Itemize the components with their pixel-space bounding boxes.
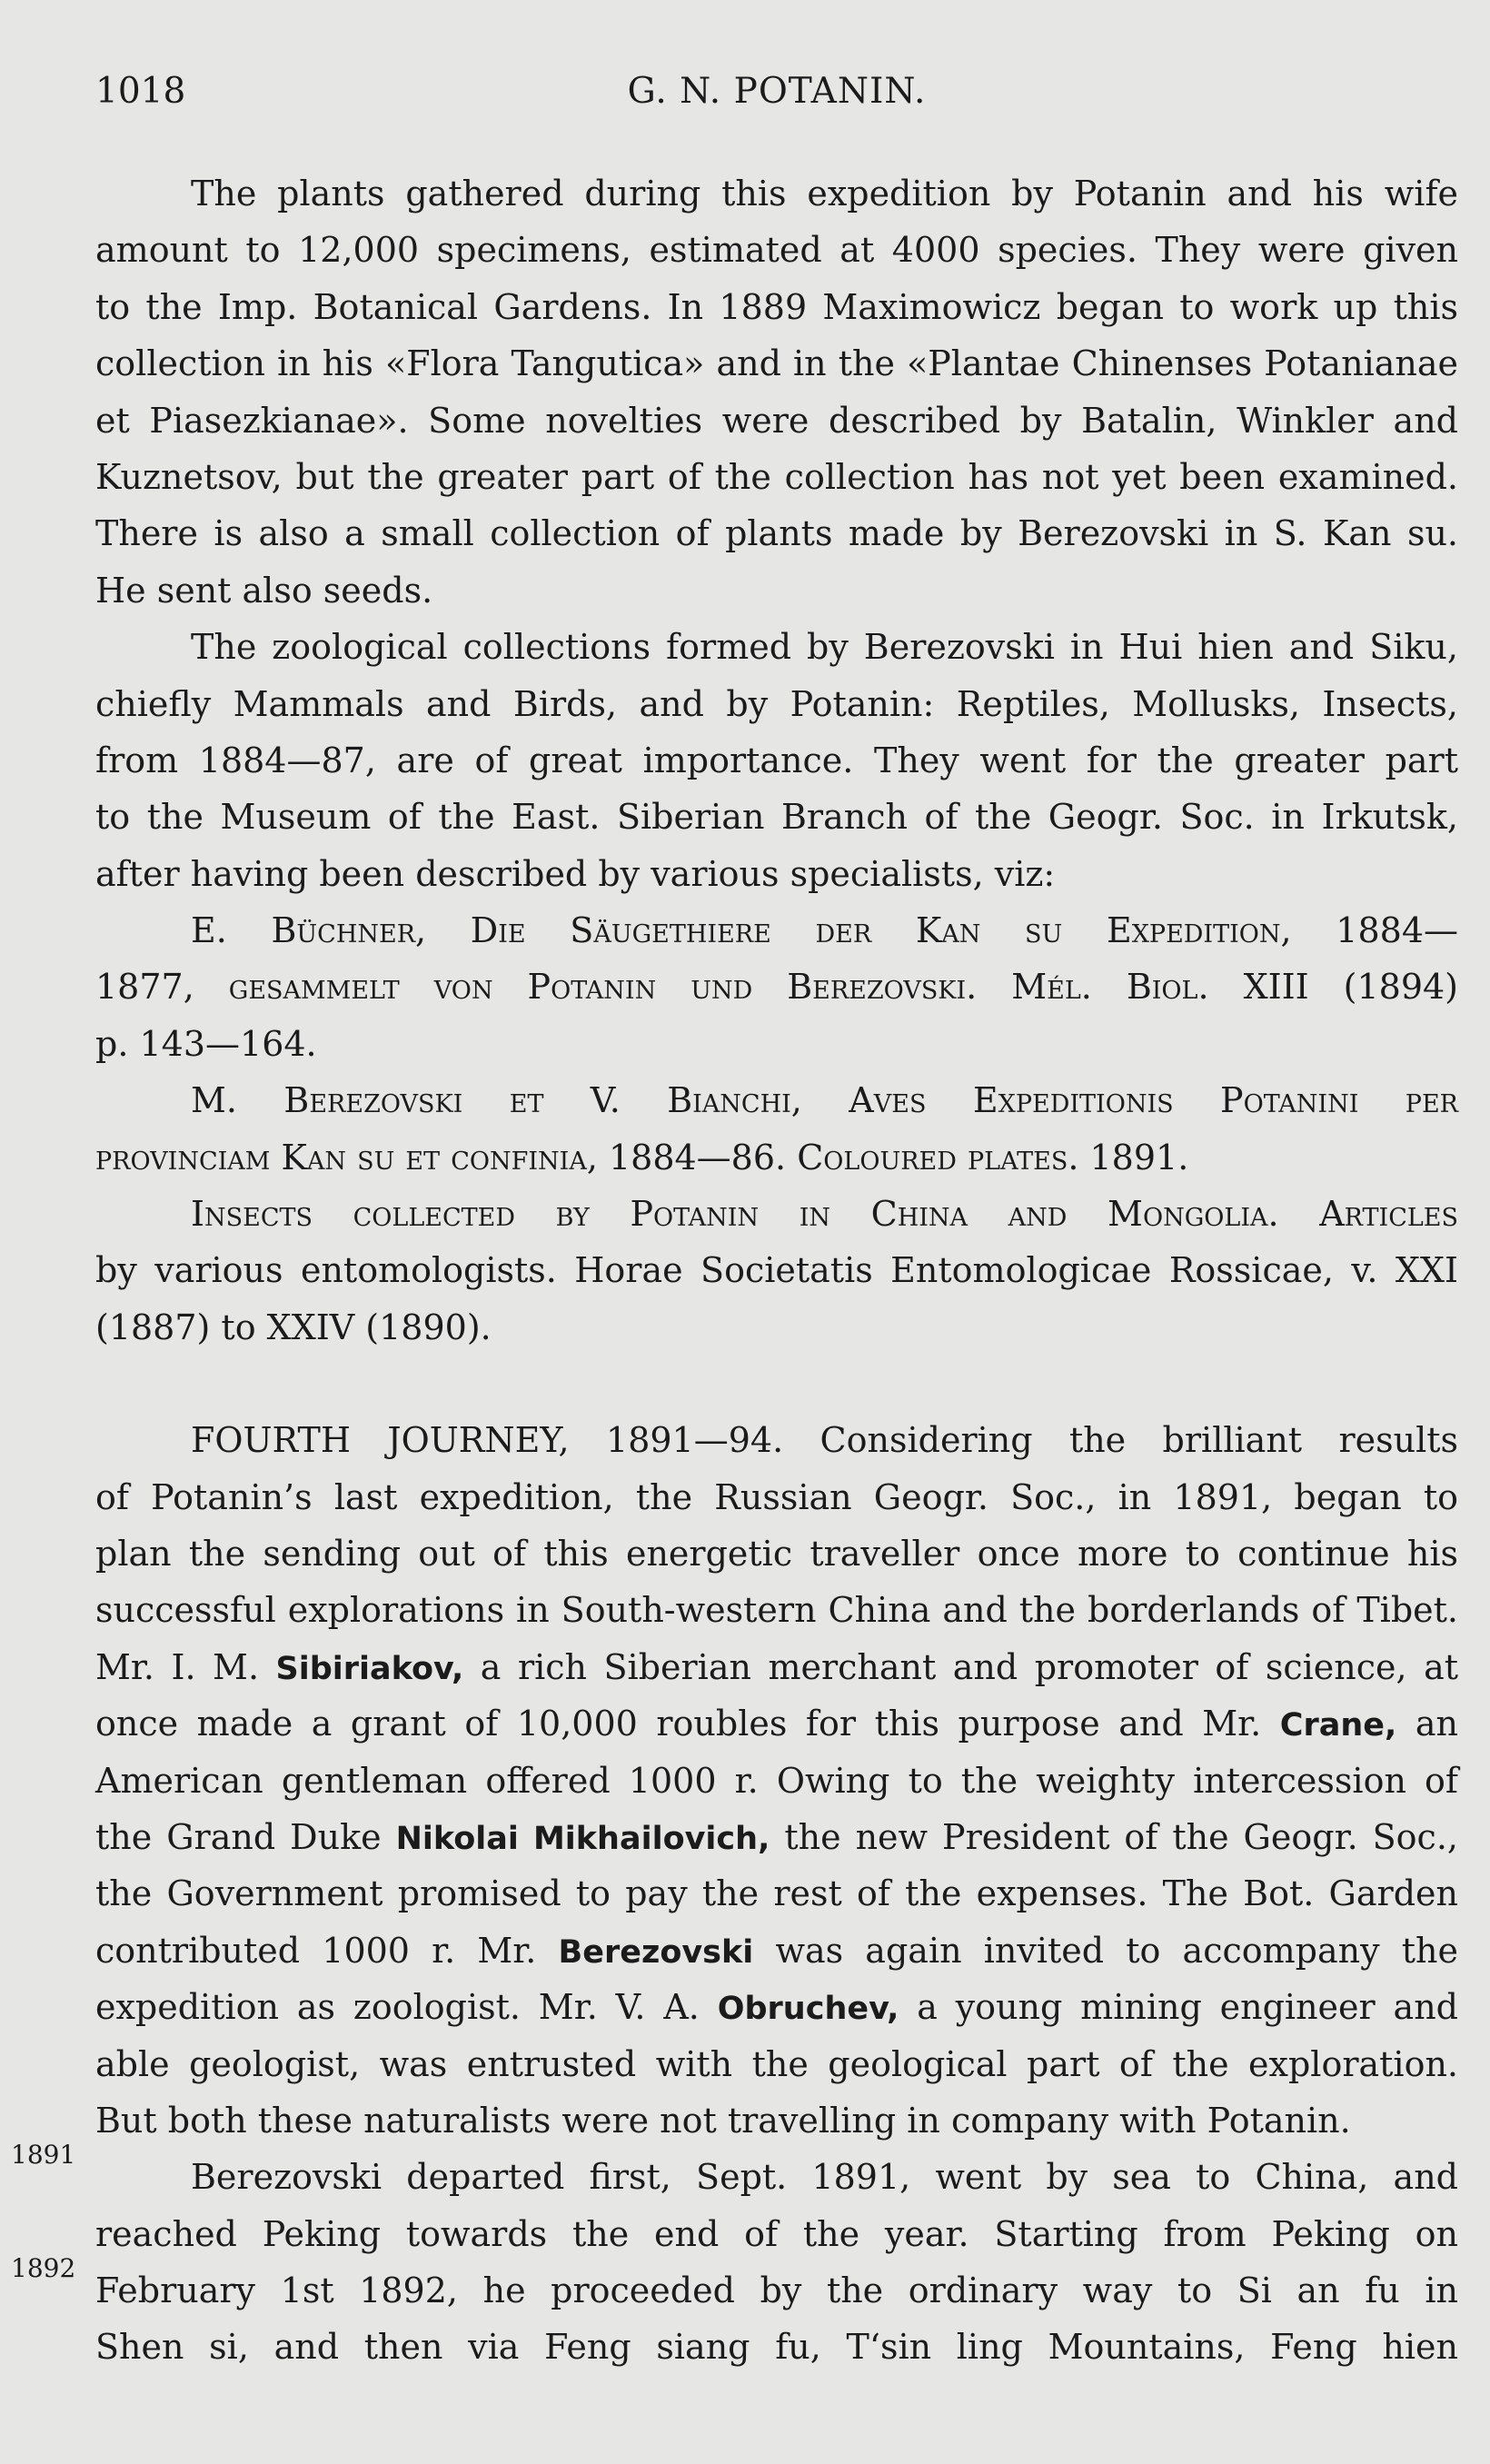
text-line: the Government promised to pay the rest of the expenses. The Bot. Garden — [95, 1873, 1458, 1914]
person-name-sibiriakov: Sibiriakov, — [275, 1650, 464, 1687]
text-line: Berezovski departed first, Sept. 1891, went by sea to China, and — [191, 2157, 1458, 2198]
text-line: He sent also seeds. — [95, 570, 433, 611]
text-line — [95, 1639, 1458, 1695]
page-header — [95, 71, 1458, 125]
paragraph-fourth-journey — [95, 1412, 1458, 2149]
section-gap — [95, 1356, 1458, 1412]
reference-line: (1887) to XXIV (1890). — [95, 1307, 492, 1347]
text-run: Mr. I. M. — [95, 1646, 276, 1687]
text-run: was again invited to accompany the — [753, 1930, 1458, 1971]
running-title: G. N. POTANIN. — [627, 71, 927, 112]
page-body — [95, 165, 1458, 2376]
paragraph-plants — [95, 165, 1458, 619]
person-name-crane: Crane, — [1279, 1707, 1397, 1744]
text-line: American gentleman offered 1000 r. Owing to the weighty intercession of — [95, 1760, 1458, 1801]
text-line: Shen si, and then via Feng siang fu, Tʻsin ling Mountains, Feng hien — [95, 2327, 1458, 2368]
reference-line: by various entomologists. Horae Societatis Entomologicae Rossicae, v. XXI — [95, 1250, 1458, 1291]
text-line: successful explorations in South-western China and the borderlands of Tibet. — [95, 1590, 1458, 1631]
reference-berezovski-bianchi — [95, 1072, 1458, 1186]
text-line: amount to 12,000 specimens, estimated at 4000 species. They were given — [95, 230, 1458, 271]
person-name-berezovski: Berezovski — [558, 1933, 754, 1971]
text-run: a rich Siberian merchant and promoter of science, at — [463, 1646, 1458, 1687]
text-line — [95, 1809, 1458, 1865]
text-line — [95, 1979, 1458, 2035]
text-line: There is also a small collection of plants made by Berezovski in S. Kan su. — [95, 513, 1458, 554]
text-line: plan the sending out of this energetic traveller once more to continue his — [95, 1533, 1458, 1574]
text-line: Kuznetsov, but the greater part of the collection has not yet been examined. — [95, 456, 1458, 497]
text-run: once made a grant of 10,000 roubles for this purpose and Mr. — [95, 1704, 1280, 1744]
text-line: et Piasezkianae». Some novelties were described by Batalin, Winkler and — [95, 400, 1458, 441]
reference-line: provinciam Kan su et confinia, 1884—86. Coloured plates. 1891. — [95, 1137, 1189, 1177]
paragraph-berezovski-departure — [95, 2149, 1458, 2376]
text-run: expedition as zoologist. Mr. V. A. — [95, 1987, 718, 2028]
text-line: FOURTH JOURNEY, 1891—94. Considering the brilliant results — [191, 1420, 1458, 1461]
person-name-obruchev: Obruchev, — [717, 1991, 899, 2028]
text-line: to the Museum of the East. Siberian Branch of the Geogr. Soc. in Irkutsk, — [95, 797, 1458, 838]
reference-insects — [95, 1186, 1458, 1356]
reference-line: 1877, gesammelt von Potanin und Berezovski. Mél. Biol. XIII (1894) — [95, 967, 1458, 1008]
text-line: from 1884—87, are of great importance. They went for the greater part — [95, 740, 1458, 780]
text-line: collection in his «Flora Tangutica» and in the «Plantae Chinenses Potanianae — [95, 343, 1458, 384]
text-line: of Potanin’s last expedition, the Russian Geogr. Soc., in 1891, began to — [95, 1476, 1458, 1517]
reference-line: M. Berezovski et V. Bianchi, Aves Expeditionis Potanini per — [191, 1080, 1458, 1121]
reference-buchner — [95, 902, 1458, 1072]
text-line: The zoological collections formed by Berezovski in Hui hien and Siku, — [191, 627, 1458, 668]
reference-line: Insects collected by Potanin in China and Mongolia. Articles — [191, 1194, 1458, 1235]
text-run: an — [1396, 1704, 1458, 1744]
margin-year-1891: 1891 — [11, 2140, 76, 2170]
text-line: after having been described by various specialists, viz: — [95, 853, 1056, 894]
text-line: chiefly Mammals and Birds, and by Potanin: Reptiles, Mollusks, Insects, — [95, 683, 1458, 724]
page-number: 1018 — [95, 71, 186, 112]
person-name-nikolai: Nikolai Mikhailovich, — [395, 1820, 770, 1857]
text-line: able geologist, was entrusted with the geological part of the exploration. — [95, 2043, 1458, 2084]
paragraph-zoology — [95, 619, 1458, 902]
text-run: the Grand Duke — [95, 1816, 396, 1857]
margin-year-1892: 1892 — [11, 2253, 76, 2283]
reference-line: E. Büchner, Die Säugethiere der Kan su Expedition, 1884— — [191, 910, 1458, 951]
text-line — [95, 1923, 1458, 1979]
text-run: a young mining engineer and — [899, 1987, 1458, 2028]
text-line: The plants gathered during this expedition by Potanin and his wife — [191, 174, 1458, 214]
text-line: reached Peking towards the end of the year. Starting from Peking on — [95, 2213, 1458, 2254]
text-line: February 1st 1892, he proceeded by the ordinary way to Si an fu in — [95, 2270, 1458, 2311]
text-run: contributed 1000 r. Mr. — [95, 1930, 559, 1971]
reference-line: p. 143—164. — [95, 1023, 317, 1064]
text-line: to the Imp. Botanical Gardens. In 1889 Maximowicz began to work up this — [95, 286, 1458, 327]
text-line — [95, 1695, 1458, 1752]
text-run: the new President of the Geogr. Soc., — [770, 1816, 1458, 1857]
text-line: But both these naturalists were not travelling in company with Potanin. — [95, 2100, 1351, 2141]
